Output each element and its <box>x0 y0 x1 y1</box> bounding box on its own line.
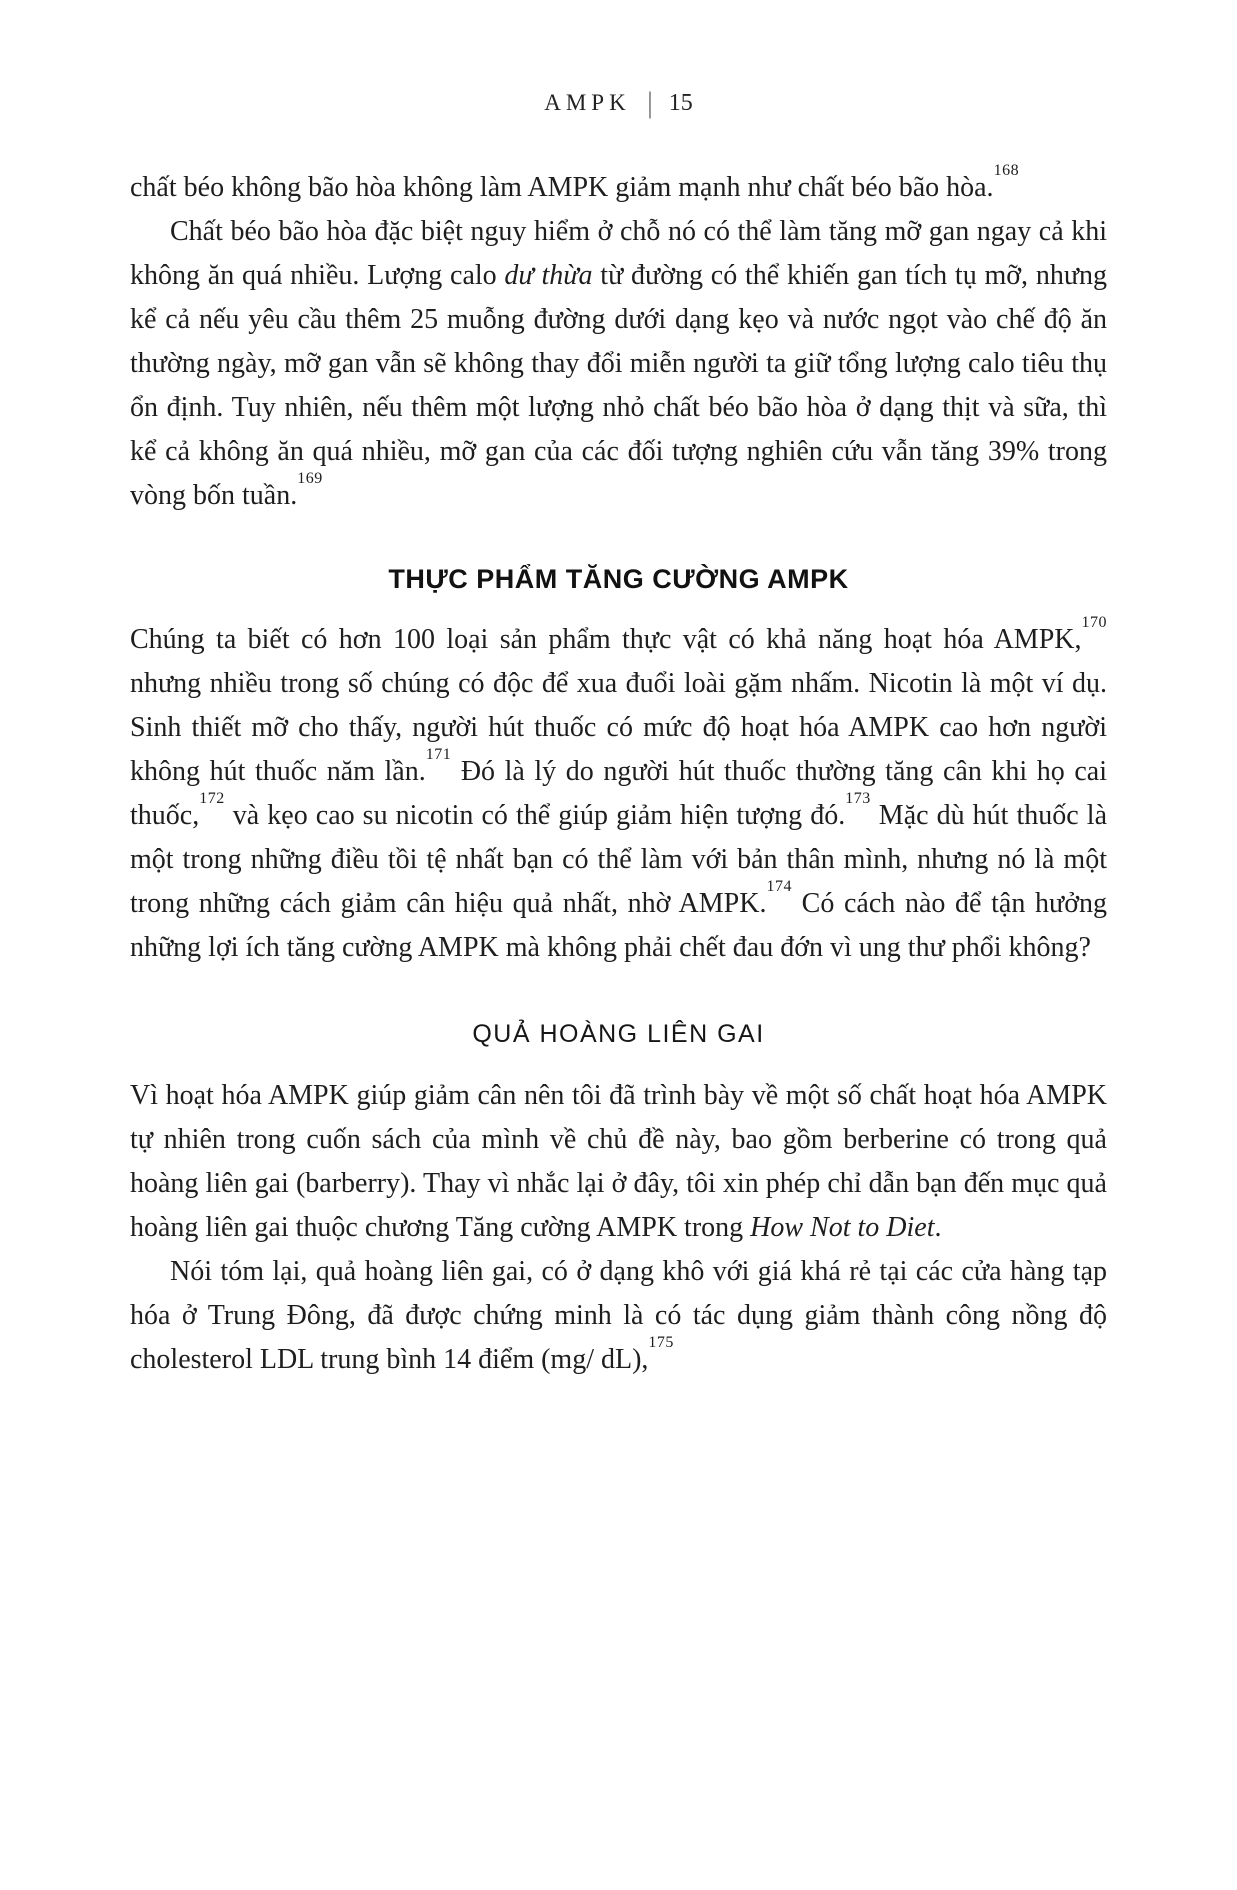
text-run: nhưng nhiều trong số chúng có độc để xua đuổi loài gặm nhấm. Nicotin là một ví dụ. Sinh thiết mỡ cho thấy, người hút thuốc có mức độ hoạt hóa AMPK cao hơn người không hút thuốc năm lần. <box>130 668 1107 787</box>
text-run: Có cách nào để tận hưởng những lợi ích tăng cường AMPK mà không phải chết đau đớn vì ung thư phổi không? <box>130 888 1107 963</box>
text-run: . <box>934 1212 942 1243</box>
footnote-reference: 169 <box>297 469 323 487</box>
text-run: từ đường có thể khiến gan tích tụ mỡ, nhưng kể cả nếu yêu cầu thêm 25 muỗng đường dưới dạng kẹo và nước ngọt vào chế độ ăn thường ngày, mỡ gan vẫn sẽ không thay đổi miễn người ta giữ tổng lượng calo tiêu thụ ổn định. Tuy nhiên, nếu thêm một lượng nhỏ chất béo bão hòa ở dạng thịt và sữa, thì kể cả không ăn quá nhiều, mỡ gan của các đối tượng nghiên cứu vẫn tăng 39% trong vòng bốn tuần. <box>130 260 1107 511</box>
emphasis-text: How Not to Diet <box>750 1212 935 1243</box>
body-paragraph <box>130 161 1107 210</box>
body-paragraph <box>130 613 1107 970</box>
text-run: và kẹo cao su nicotin có thể giúp giảm hiện tượng đó. <box>224 800 846 831</box>
text-run: Chúng ta biết có hơn 100 loại sản phẩm thực vật có khả năng hoạt hóa AMPK, <box>130 624 1082 655</box>
body-paragraph <box>130 1250 1107 1382</box>
header-separator: | <box>647 86 652 119</box>
text-run: Mặc dù hút thuốc là một trong những điều tồi tệ nhất bạn có thể làm với bản thân mình, nhưng nó là một trong những cách giảm cân hiệu quả nhất, nhờ AMPK. <box>130 800 1107 919</box>
page-number: 15 <box>668 89 693 116</box>
body-paragraph <box>130 210 1107 518</box>
footnote-reference: 173 <box>845 789 871 807</box>
footnote-reference: 174 <box>766 877 792 895</box>
emphasis-text: dư thừa <box>504 260 593 291</box>
section-heading-ampk-foods: THỰC PHẨM TĂNG CƯỜNG AMPK <box>388 564 849 594</box>
footnote-reference: 170 <box>1081 613 1107 631</box>
body-paragraph <box>130 1074 1107 1250</box>
page-header <box>130 86 1107 120</box>
footnote-reference: 175 <box>648 1333 674 1351</box>
text-run: Nói tóm lại, quả hoàng liên gai, có ở dạng khô với giá khá rẻ tại các cửa hàng tạp hóa ở Trung Đông, đã được chứng minh là có tác dụng giảm thành công nồng độ cholesterol LDL trung bình 14 điểm (mg/ dL), <box>130 1256 1107 1375</box>
text-run: Chất béo bão hòa đặc biệt nguy hiểm ở chỗ nó có thể làm tăng mỡ gan ngay cả khi không ăn quá nhiều. Lượng calo <box>130 216 1107 291</box>
footnote-reference: 168 <box>993 161 1020 179</box>
running-head-title: AMPK <box>544 90 631 115</box>
page-body <box>130 161 1107 1382</box>
section-heading-barberry: QUẢ HOÀNG LIÊN GAI <box>472 1020 765 1048</box>
text-run: Vì hoạt hóa AMPK giúp giảm cân nên tôi đã trình bày về một số chất hoạt hóa AMPK tự nhiên trong cuốn sách của mình về chủ đề này, bao gồm berberine có trong quả hoàng liên gai (barberry). Thay vì nhắc lại ở đây, tôi xin phép chỉ dẫn bạn đến mục quả hoàng liên gai thuộc chương Tăng cường AMPK trong <box>130 1080 1107 1243</box>
footnote-reference: 172 <box>199 789 225 807</box>
text-run: Đó là lý do người hút thuốc thường tăng cân khi họ cai thuốc, <box>130 756 1107 831</box>
footnote-reference: 171 <box>425 745 452 763</box>
text-run: chất béo không bão hòa không làm AMPK giảm mạnh như chất béo bão hòa. <box>130 172 994 203</box>
